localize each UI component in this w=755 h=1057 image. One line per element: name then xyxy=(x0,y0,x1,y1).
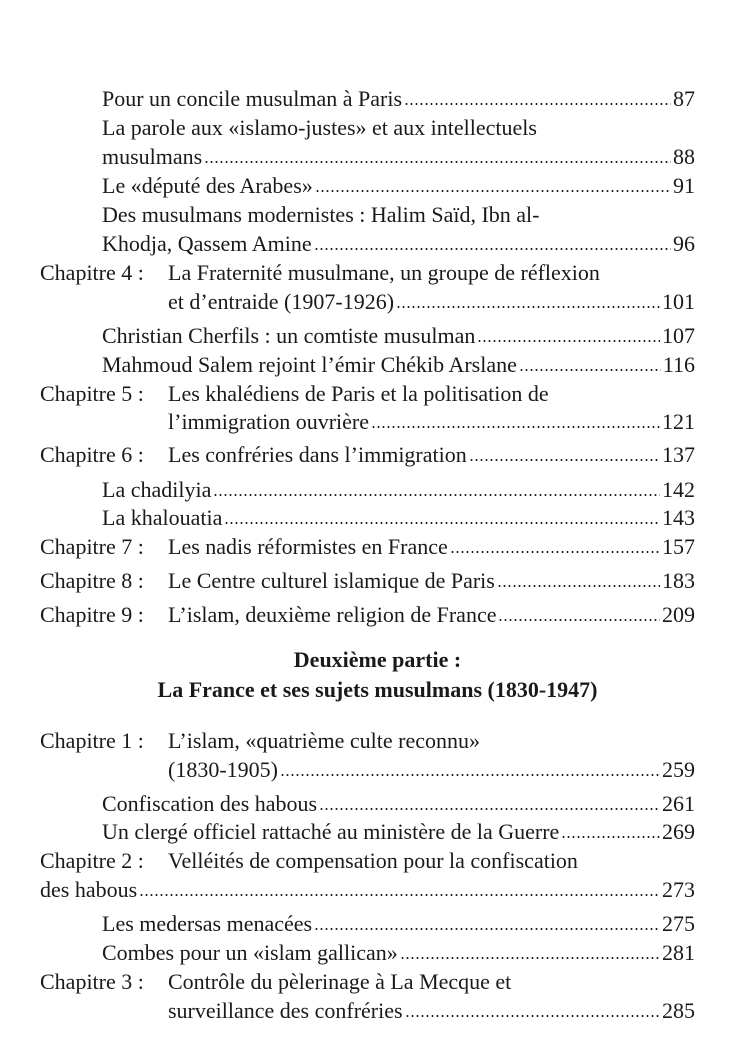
toc-entry[interactable] xyxy=(102,321,695,350)
entry-page: 121 xyxy=(662,409,695,434)
chapter-entry[interactable] xyxy=(40,532,695,561)
entry-title: La chadilyia xyxy=(102,477,212,502)
chapter-title: L’islam, «quatrième culte reconnu» xyxy=(168,728,480,753)
entry-page: 209 xyxy=(662,602,695,627)
chapter-label: Chapitre 4 : xyxy=(40,260,144,285)
chapter-entry[interactable] xyxy=(168,996,695,1025)
toc-entry[interactable] xyxy=(102,142,695,171)
part-heading: Deuxième partie : xyxy=(293,647,462,672)
toc-entry-line1[interactable] xyxy=(102,113,695,142)
entry-title: musulmans xyxy=(102,144,203,169)
part-subheading: La France et ses sujets musulmans (1830-1947) xyxy=(157,677,598,702)
chapter-title: et d’entraide (1907-1926) xyxy=(168,289,395,314)
entry-page: 137 xyxy=(662,442,695,467)
entry-title: Les medersas menacées xyxy=(102,911,313,936)
toc-entry[interactable] xyxy=(102,475,695,504)
chapter-label: Chapitre 3 : xyxy=(40,969,144,994)
dot-leader xyxy=(314,927,660,931)
chapter-title: Les khalédiens de Paris et la politisation de xyxy=(168,381,549,406)
dot-leader xyxy=(314,247,671,251)
entry-title: Le «député des Arabes» xyxy=(102,173,313,198)
entry-page: 116 xyxy=(662,352,695,377)
entry-title: Combes pour un «islam gallican» xyxy=(102,940,398,965)
chapter-title: des habous xyxy=(40,877,138,902)
chapter-label: Chapitre 9 : xyxy=(40,602,144,627)
entry-title: Des musulmans modernistes : Halim Saïd, Ibn al- xyxy=(102,202,540,227)
entry-page: 183 xyxy=(662,568,695,593)
dot-leader xyxy=(404,102,671,106)
toc-entry[interactable] xyxy=(102,789,695,818)
entry-page: 261 xyxy=(662,791,695,816)
dot-leader xyxy=(469,458,660,462)
dot-leader xyxy=(224,521,660,525)
entry-page: 275 xyxy=(662,911,695,936)
chapter-entry[interactable] xyxy=(40,440,695,469)
toc-entry[interactable] xyxy=(102,503,695,532)
entry-page: 143 xyxy=(662,505,695,530)
chapter-label: Chapitre 1 : xyxy=(40,728,144,753)
entry-page: 101 xyxy=(662,289,695,314)
chapter-title: Le Centre culturel islamique de Paris xyxy=(168,568,495,593)
entry-page: 142 xyxy=(662,477,695,502)
dot-leader xyxy=(405,1014,660,1018)
entry-title: Pour un concile musulman à Paris xyxy=(102,86,403,111)
chapter-title: (1830-1905) xyxy=(168,757,278,782)
dot-leader xyxy=(213,493,660,497)
chapter-entry[interactable] xyxy=(168,755,695,784)
chapter-label: Chapitre 2 : xyxy=(40,848,144,873)
dot-leader xyxy=(497,584,660,588)
dot-leader xyxy=(315,189,671,193)
chapter-entry-line1[interactable] xyxy=(40,846,695,875)
dot-leader xyxy=(139,893,660,897)
dot-leader xyxy=(477,339,660,343)
chapter-entry[interactable] xyxy=(40,566,695,595)
entry-title: Christian Cherfils : un comtiste musulman xyxy=(102,323,476,348)
toc-entry-line1[interactable] xyxy=(102,200,695,229)
chapter-title: La Fraternité musulmane, un groupe de réflexion xyxy=(168,260,600,285)
entry-title: La parole aux «islamo-justes» et aux intellectuels xyxy=(102,115,537,140)
entry-page: 259 xyxy=(662,757,695,782)
chapter-entry-line1[interactable] xyxy=(40,967,695,996)
entry-title: Un clergé officiel rattaché au ministère de la Guerre xyxy=(102,819,560,844)
entry-page: 157 xyxy=(662,534,695,559)
dot-leader xyxy=(396,305,660,309)
dot-leader xyxy=(519,368,661,372)
dot-leader xyxy=(204,160,671,164)
entry-page: 91 xyxy=(673,173,695,198)
entry-page: 88 xyxy=(673,144,695,169)
toc-entry[interactable] xyxy=(102,938,695,967)
entry-title: Khodja, Qassem Amine xyxy=(102,231,312,256)
entry-page: 273 xyxy=(662,877,695,902)
chapter-title: Les nadis réformistes en France xyxy=(168,534,448,559)
toc-entry[interactable] xyxy=(102,909,695,938)
chapter-entry-line1[interactable] xyxy=(40,258,695,287)
toc-entry[interactable] xyxy=(102,350,695,379)
entry-page: 285 xyxy=(662,998,695,1023)
entry-title: La khalouatia xyxy=(102,505,223,530)
entry-title: Mahmoud Salem rejoint l’émir Chékib Arslane xyxy=(102,352,517,377)
chapter-entry[interactable] xyxy=(168,287,695,316)
chapter-title: Contrôle du pèlerinage à La Mecque et xyxy=(168,969,512,994)
chapter-entry-line1[interactable] xyxy=(40,379,695,408)
dot-leader xyxy=(280,773,660,777)
chapter-title: Les confréries dans l’immigration xyxy=(168,442,467,467)
entry-page: 96 xyxy=(673,231,695,256)
chapter-entry[interactable] xyxy=(40,875,695,904)
dot-leader xyxy=(319,807,660,811)
dot-leader xyxy=(400,956,660,960)
dot-leader xyxy=(498,618,660,622)
chapter-title: l’immigration ouvrière xyxy=(168,409,369,434)
entry-page: 269 xyxy=(662,819,695,844)
chapter-label: Chapitre 5 : xyxy=(40,381,144,406)
chapter-entry-line1[interactable] xyxy=(40,726,695,755)
dot-leader xyxy=(561,835,660,839)
entry-page: 281 xyxy=(662,940,695,965)
entry-page: 107 xyxy=(662,323,695,348)
toc-entry[interactable] xyxy=(102,817,695,846)
chapter-title: Velléités de compensation pour la confiscation xyxy=(168,848,578,873)
toc-entry[interactable] xyxy=(102,84,695,113)
entry-title: Confiscation des habous xyxy=(102,791,318,816)
chapter-label: Chapitre 8 : xyxy=(40,568,144,593)
chapter-entry[interactable] xyxy=(40,600,695,629)
chapter-label: Chapitre 7 : xyxy=(40,534,144,559)
chapter-label: Chapitre 6 : xyxy=(40,442,144,467)
entry-page: 87 xyxy=(673,86,695,111)
toc-entry[interactable] xyxy=(102,171,695,200)
dot-leader xyxy=(371,425,660,429)
chapter-entry[interactable] xyxy=(168,407,695,436)
dot-leader xyxy=(450,550,660,554)
toc-entry[interactable] xyxy=(102,229,695,258)
chapter-title: L’islam, deuxième religion de France xyxy=(168,602,497,627)
chapter-title: surveillance des confréries xyxy=(168,998,403,1023)
